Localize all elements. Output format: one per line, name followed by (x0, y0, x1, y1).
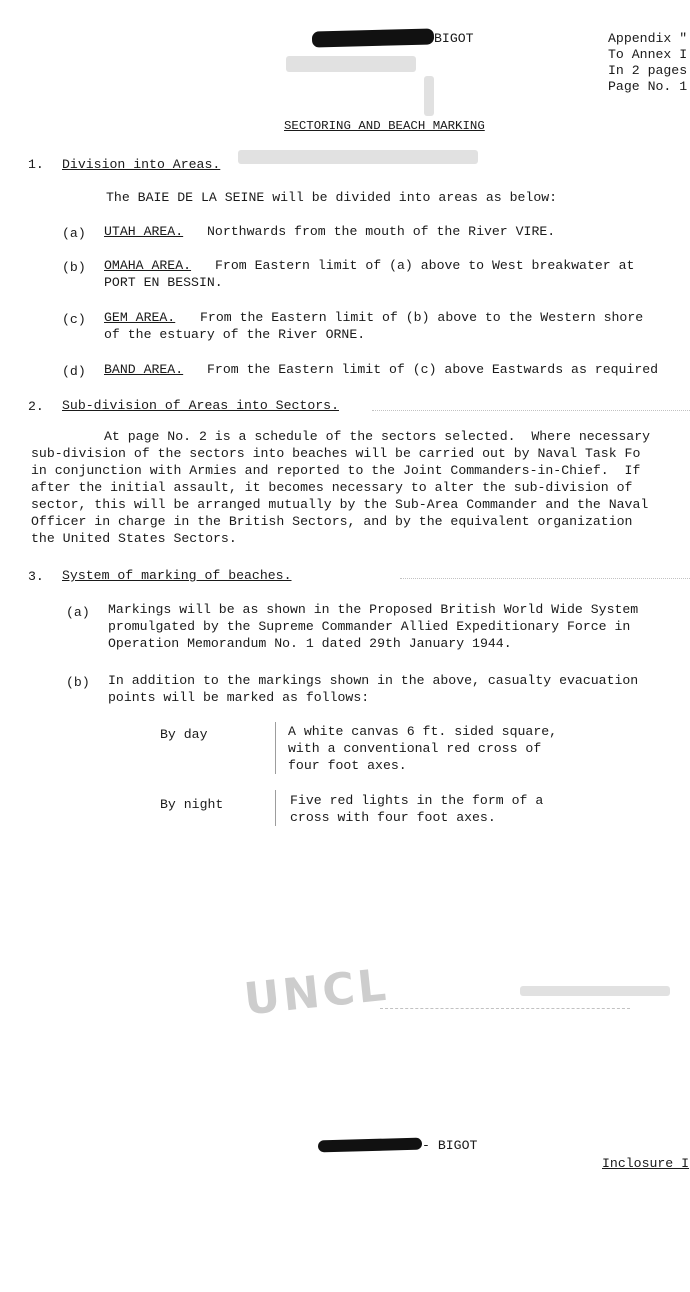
section-2-heading: Sub-division of Areas into Sectors. (62, 398, 339, 413)
appendix-line: Page No. 1 (608, 79, 688, 94)
inclosure-label: Inclosure I (602, 1156, 690, 1171)
stamp-rule (380, 1008, 630, 1009)
area-a-name: UTAH AREA. (104, 224, 184, 239)
column-rule (275, 722, 276, 774)
section-2-line: At page No. 2 is a schedule of the sectors selected. Where necessary (104, 429, 651, 444)
appendix-line: In 2 pages (608, 63, 688, 78)
marking-a-line: Operation Memorandum No. 1 dated 29th January 1944. (108, 636, 512, 651)
marking-b-marker: (b) (66, 675, 90, 690)
section-3-number: 3. (28, 569, 44, 584)
dotted-rule (400, 578, 690, 579)
section-2-line: after the initial assault, it becomes necessary to alter the sub-division of (31, 480, 633, 495)
marking-a-line: promulgated by the Supreme Commander Allied Expeditionary Force in (108, 619, 631, 634)
unclassified-stamp: UNCL (241, 959, 392, 1026)
marking-a-line: Markings will be as shown in the Proposed British World Wide System (108, 602, 639, 617)
section-1-number: 1. (28, 157, 44, 172)
section-2-number: 2. (28, 399, 44, 414)
faded-stamp-right (520, 986, 670, 996)
area-c-name: GEM AREA. (104, 310, 176, 325)
area-b-marker: (b) (62, 260, 86, 275)
by-night-label: By night (160, 797, 224, 812)
column-rule (275, 790, 276, 826)
area-a-text: Northwards from the mouth of the River VIRE. (207, 224, 556, 239)
dotted-rule (372, 410, 690, 411)
classification-bottom: - BIGOT (422, 1138, 478, 1153)
redaction-bar-top (312, 28, 434, 47)
section-2-line: in conjunction with Armies and reported to the Joint Commanders-in-Chief. If (31, 463, 641, 478)
section-2-line: sub-division of the sectors into beaches will be carried out by Naval Task Fo (31, 446, 641, 461)
appendix-line: Appendix " (608, 31, 688, 46)
faded-mark-center (424, 76, 434, 116)
area-c-text: of the estuary of the River ORNE. (104, 327, 366, 342)
section-3-heading: System of marking of beaches. (62, 568, 292, 583)
section-2-line: sector, this will be arranged mutually by the Sub-Area Commander and the Naval (31, 497, 649, 512)
faded-stamp-s1 (238, 150, 478, 164)
by-day-label: By day (160, 727, 208, 742)
by-night-line: cross with four foot axes. (290, 810, 496, 825)
area-a-marker: (a) (62, 226, 86, 241)
section-1-heading: Division into Areas. (62, 157, 221, 172)
section-2-line: the United States Sectors. (31, 531, 237, 546)
by-night-line: Five red lights in the form of a (290, 793, 544, 808)
section-2-line: Officer in charge in the British Sectors, and by the equivalent organization (31, 514, 633, 529)
area-d-name: BAND AREA. (104, 362, 184, 377)
marking-b-line: points will be marked as follows: (108, 690, 370, 705)
classification-top: BIGOT (434, 31, 474, 46)
area-d-marker: (d) (62, 364, 86, 379)
by-day-line: four foot axes. (288, 758, 407, 773)
page-title: SECTORING AND BEACH MARKING (284, 119, 485, 133)
marking-b-line: In addition to the markings shown in the above, casualty evacuation (108, 673, 639, 688)
area-b-text: From Eastern limit of (a) above to West breakwater at (215, 258, 635, 273)
by-day-line: with a conventional red cross of (288, 741, 542, 756)
area-c-marker: (c) (62, 312, 86, 327)
area-d-text: From the Eastern limit of (c) above Eastwards as required (207, 362, 659, 377)
area-b-name: OMAHA AREA. (104, 258, 192, 273)
by-day-line: A white canvas 6 ft. sided square, (288, 724, 558, 739)
appendix-line: To Annex I (608, 47, 688, 62)
marking-a-marker: (a) (66, 605, 90, 620)
faded-stamp-top (286, 56, 416, 72)
area-b-text: PORT EN BESSIN. (104, 275, 223, 290)
area-c-text: From the Eastern limit of (b) above to the Western shore (200, 310, 644, 325)
section-1-intro: The BAIE DE LA SEINE will be divided into areas as below: (106, 190, 558, 205)
redaction-bar-bottom (318, 1138, 422, 1153)
